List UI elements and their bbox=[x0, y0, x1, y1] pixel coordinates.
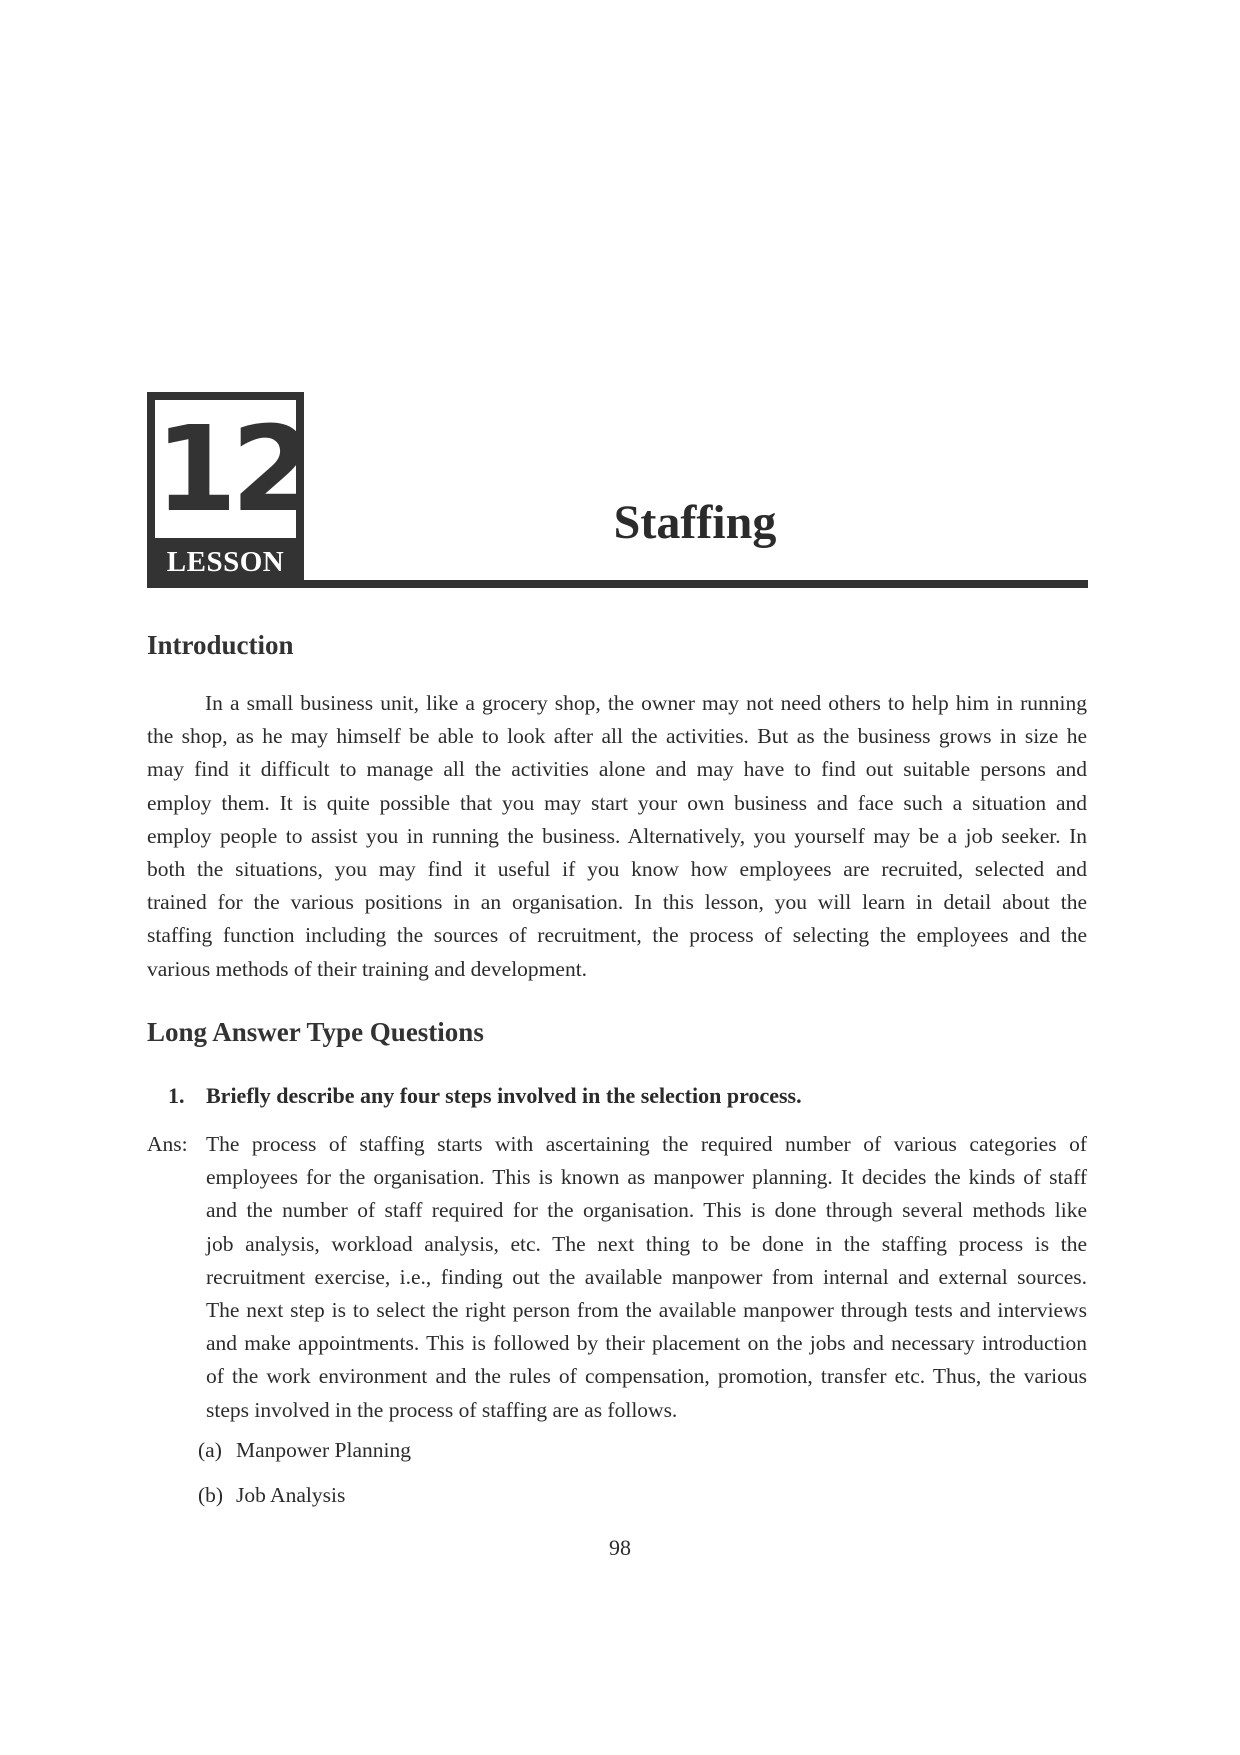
list-item bbox=[198, 1479, 345, 1511]
answer-line: job analysis, workload analysis, etc. The next thing to be done in the staffing process is the bbox=[206, 1231, 1087, 1256]
lesson-number-box bbox=[155, 400, 308, 538]
list-text: Manpower Planning bbox=[236, 1438, 411, 1462]
paragraph-line: various methods of their training and development. bbox=[147, 956, 588, 981]
list-marker: (a) bbox=[198, 1438, 222, 1462]
answer-line: The next step is to select the right person from the available manpower through tests and interviews bbox=[206, 1298, 1087, 1323]
paragraph-line: In a small business unit, like a grocery shop, the owner may not need others to help him in running bbox=[205, 691, 1087, 715]
answer-line: and make appointments. This is followed by their placement on the jobs and necessary introduction bbox=[206, 1331, 1087, 1356]
paragraph-line: the shop, as he may himself be able to look after all the activities. But as the business grows in size he bbox=[147, 724, 1087, 749]
answer-paragraph bbox=[206, 1128, 1087, 1427]
introduction-heading: Introduction bbox=[147, 630, 294, 660]
chapter-title: Staffing bbox=[613, 496, 777, 549]
lesson-number: 12 bbox=[155, 400, 308, 538]
question bbox=[168, 1080, 802, 1112]
paragraph-line: trained for the various positions in an organisation. In this lesson, you will learn in detail about the bbox=[147, 890, 1087, 915]
answer-label: Ans: bbox=[147, 1132, 188, 1156]
answer-line: steps involved in the process of staffing are as follows. bbox=[206, 1397, 678, 1422]
paragraph-line: employ people to assist you in running the business. Alternatively, you yourself may be a job seeker. In bbox=[147, 823, 1087, 848]
answer-line: employees for the organisation. This is known as manpower planning. It decides the kinds of staff bbox=[206, 1165, 1087, 1190]
paragraph-line: staffing function including the sources of recruitment, the process of selecting the employees and the bbox=[147, 923, 1087, 948]
paragraph-line: employ them. It is quite possible that you may start your own business and face such a situation and bbox=[147, 790, 1087, 815]
question-text: Briefly describe any four steps involved in the selection process. bbox=[206, 1083, 802, 1108]
page-number: 98 bbox=[609, 1535, 631, 1560]
answer-line: The process of staffing starts with ascertaining the required number of various categories of bbox=[206, 1132, 1087, 1156]
title-rule bbox=[304, 580, 1088, 588]
question-number: 1. bbox=[168, 1083, 185, 1108]
paragraph-line: may find it difficult to manage all the activities alone and may have to find out suitable persons and bbox=[147, 757, 1087, 782]
answer-line: and the number of staff required for the organisation. This is done through several methods like bbox=[206, 1198, 1087, 1223]
list-marker: (b) bbox=[198, 1483, 224, 1507]
answer-line: recruitment exercise, i.e., finding out the available manpower from internal and external sources. bbox=[206, 1264, 1087, 1289]
long-answer-heading: Long Answer Type Questions bbox=[147, 1017, 484, 1047]
lesson-badge bbox=[147, 392, 308, 588]
list-text: Job Analysis bbox=[236, 1483, 346, 1507]
answer-line: of the work environment and the rules of compensation, promotion, transfer etc. Thus, the various bbox=[206, 1364, 1087, 1389]
lesson-label: LESSON bbox=[166, 546, 285, 578]
paragraph-line: both the situations, you may find it useful if you know how employees are recruited, selected and bbox=[147, 857, 1087, 882]
list-item bbox=[198, 1434, 411, 1466]
introduction-paragraph bbox=[147, 687, 1087, 986]
